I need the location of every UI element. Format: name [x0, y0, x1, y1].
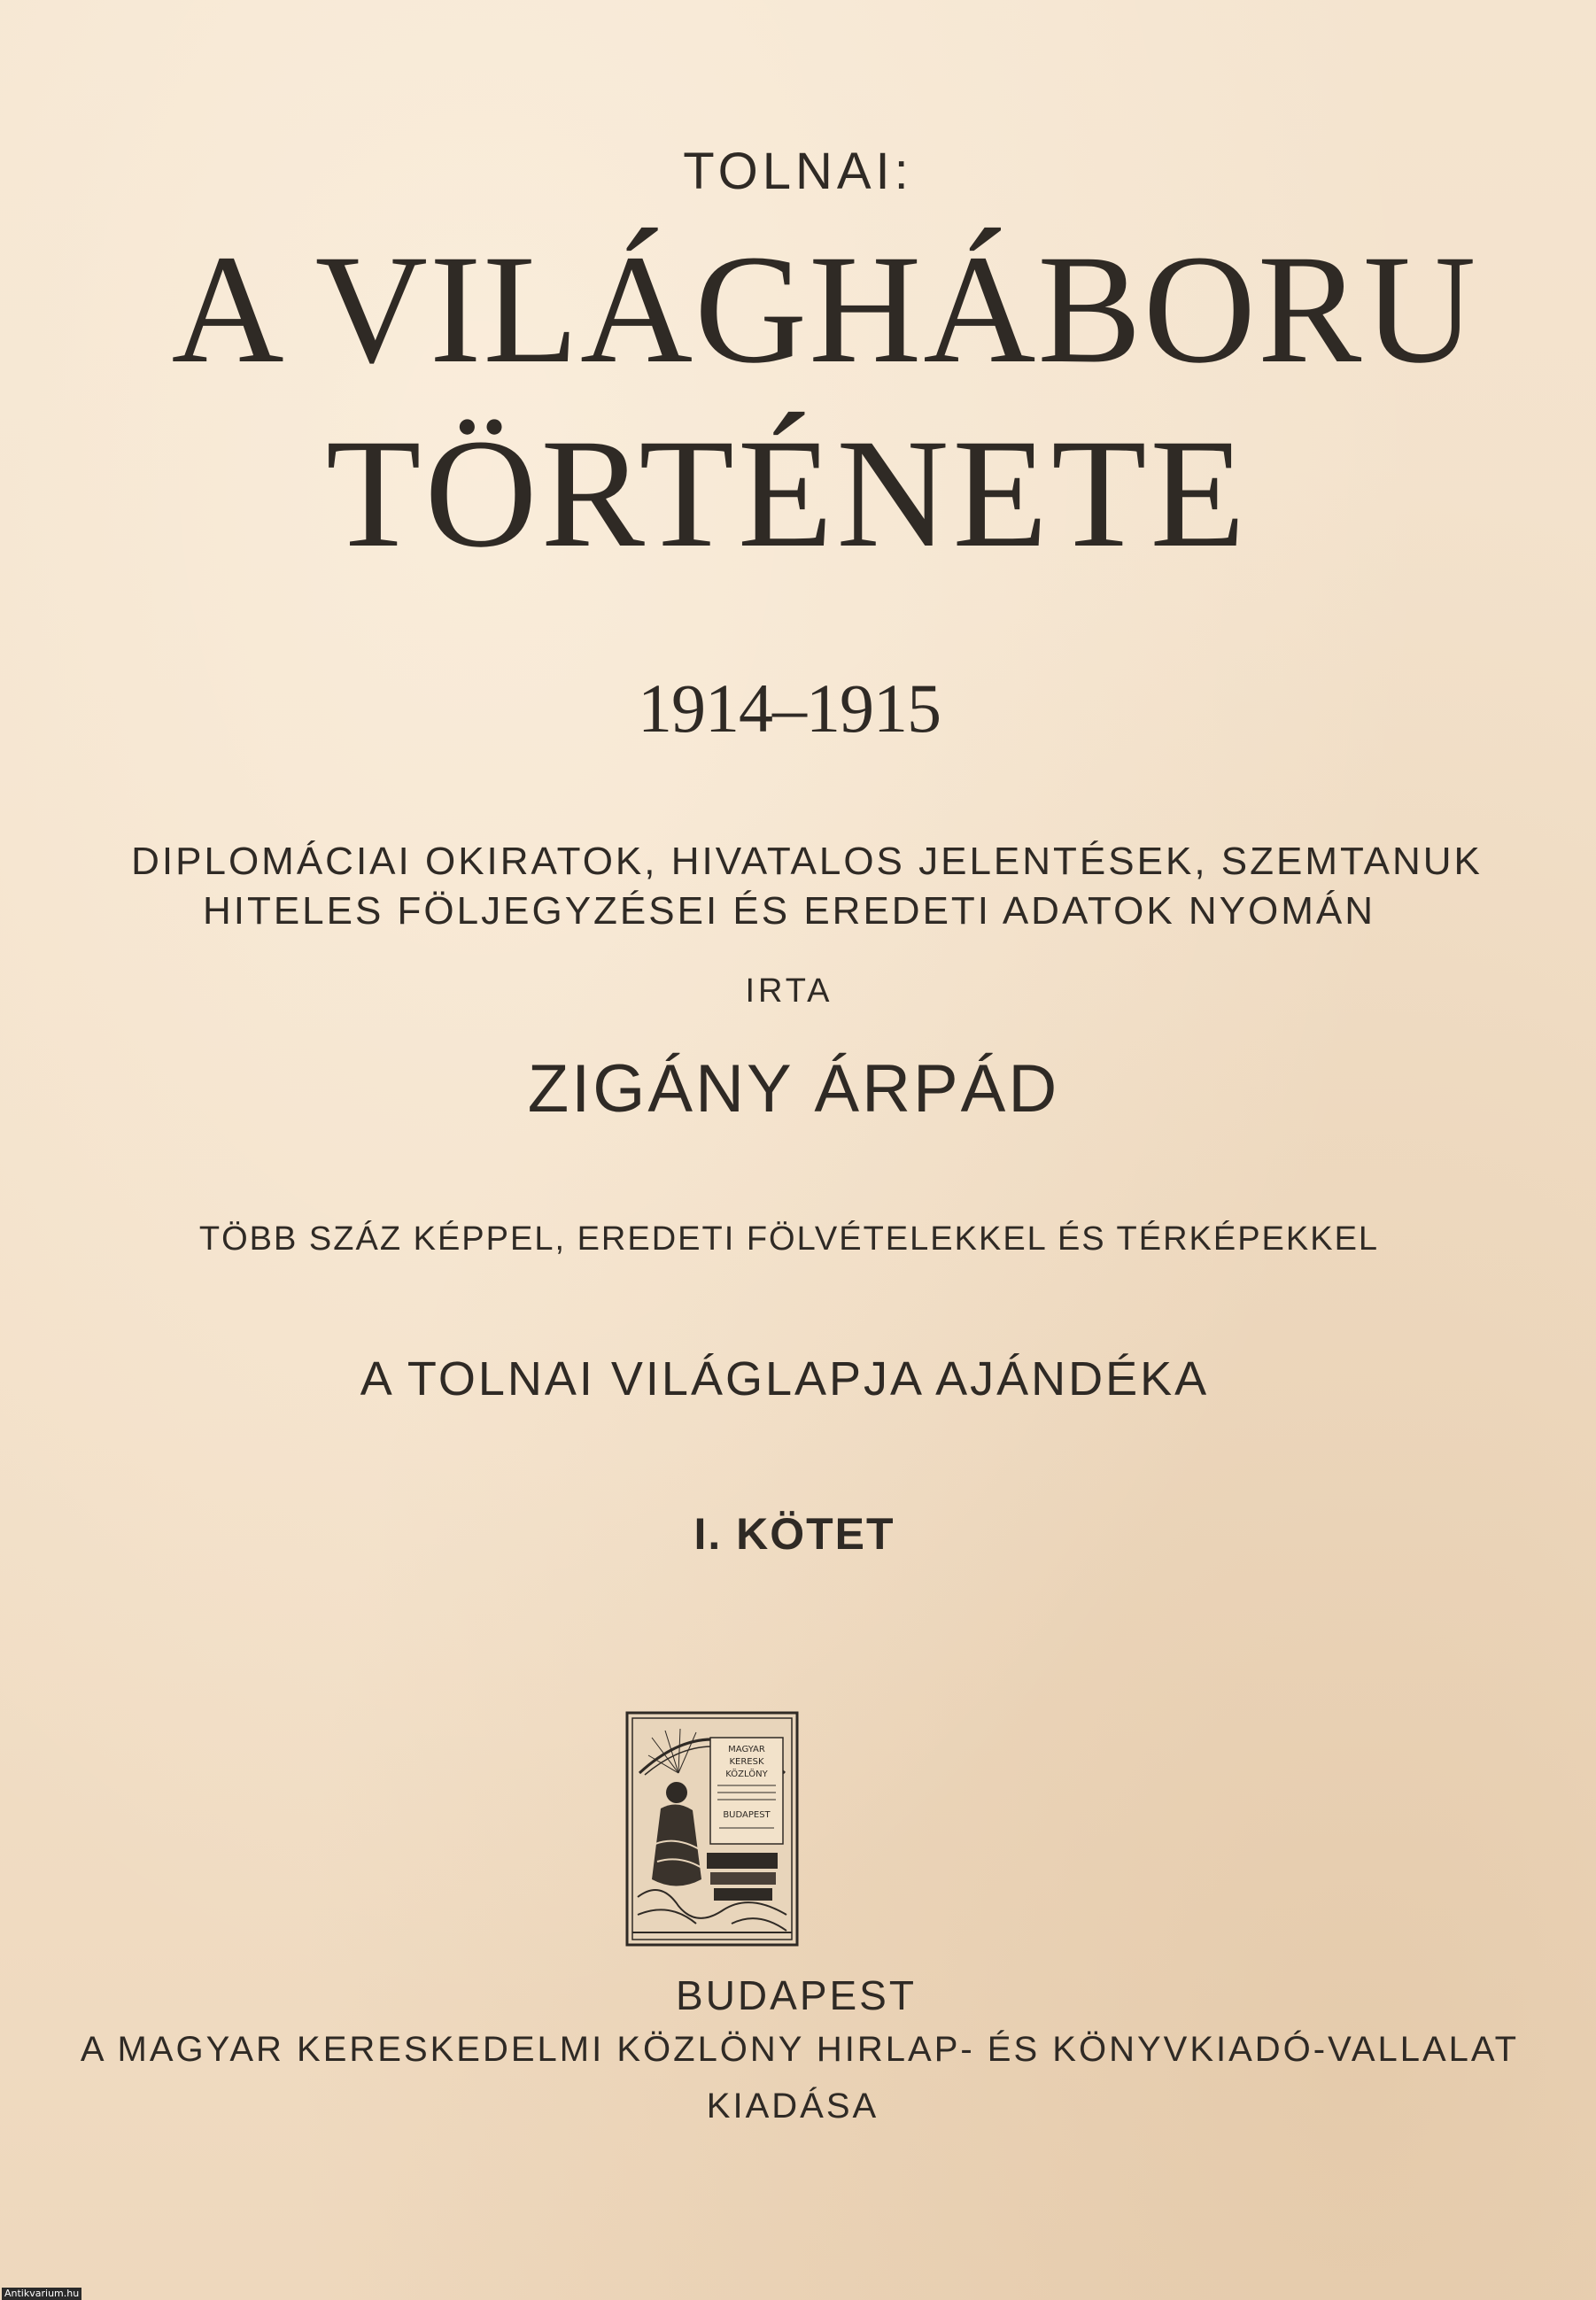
watermark: Antikvarium.hu — [2, 2288, 81, 2300]
imprint-edition: KIADÁSA — [706, 2087, 879, 2126]
author-prefix: TOLNAI: — [683, 143, 913, 200]
svg-text:KERESK: KERESK — [729, 1757, 764, 1767]
publisher-emblem-icon — [625, 1711, 799, 1947]
book-title-line-1: A VILÁGHÁBORU — [171, 223, 1478, 396]
svg-text:MAGYAR: MAGYAR — [728, 1745, 765, 1754]
svg-text:KÖZLÖNY: KÖZLÖNY — [725, 1770, 768, 1779]
written-by-label: IRTA — [745, 972, 833, 1010]
author-name: ZIGÁNY ÁRPÁD — [527, 1051, 1060, 1127]
volume-label: I. KÖTET — [693, 1509, 895, 1559]
subtitle-line-2: HITELES FÖLJEGYZÉSEI ÉS EREDETI ADATOK NYOMÁN — [202, 889, 1376, 933]
subtitle-line-1: DIPLOMÁCIAI OKIRATOK, HIVATALOS JELENTÉSEK, SZEMTANUK — [131, 840, 1483, 883]
imprint-publisher: A MAGYAR KERESKEDELMI KÖZLÖNY HIRLAP- ÉS KÖNYVKIADÓ-VALLALAT — [80, 2030, 1520, 2069]
book-title-line-2: TÖRTÉNETE — [325, 407, 1250, 580]
imprint-city: BUDAPEST — [676, 1972, 917, 2018]
gift-line: A TOLNAI VILÁGLAPJA AJÁNDÉKA — [360, 1352, 1210, 1406]
years: 1914–1915 — [638, 670, 941, 747]
illustrations-note: TÖBB SZÁZ KÉPPEL, EREDETI FÖLVÉTELEKKEL ÉS TÉRKÉPEKKEL — [198, 1220, 1380, 1258]
svg-text:BUDAPEST: BUDAPEST — [723, 1810, 771, 1820]
